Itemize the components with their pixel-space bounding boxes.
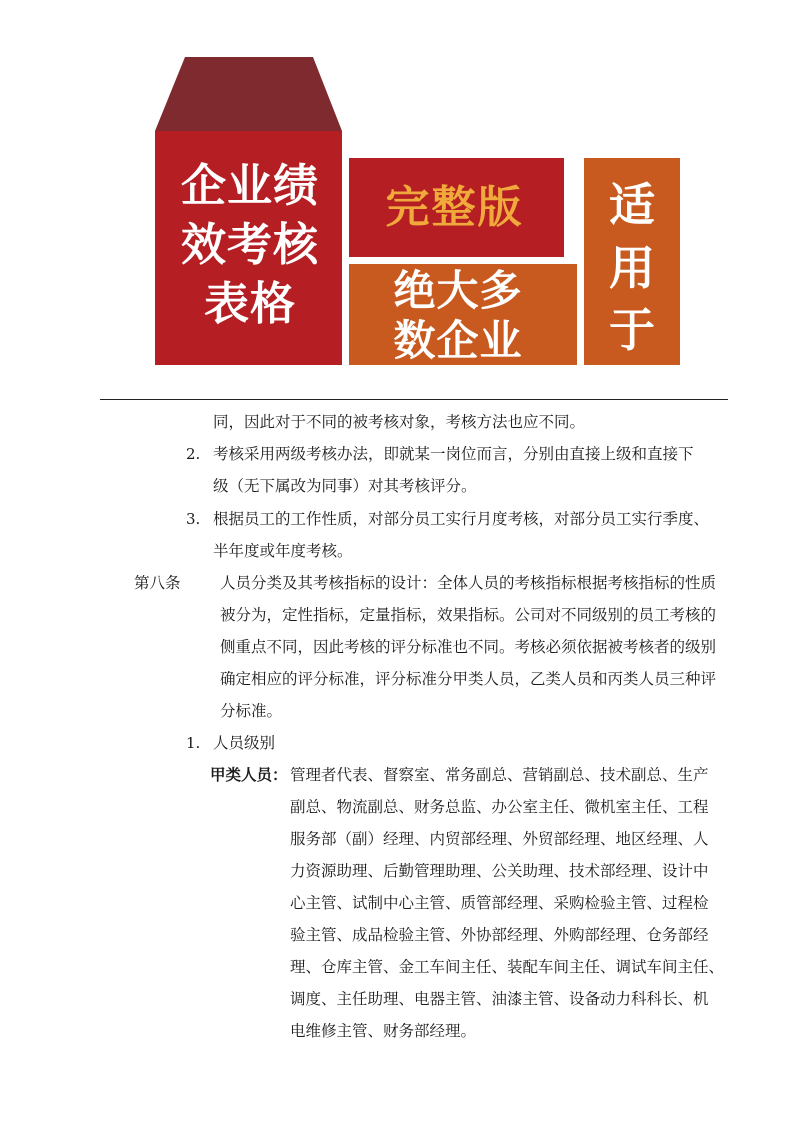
class-a-line-2: 副总、物流副总、财务总监、办公室主任、微机室主任、工程 (290, 798, 709, 816)
class-a-line-9: 电维修主管、财务部经理。 (290, 1022, 477, 1040)
article-eight-label: 第八条 (134, 574, 181, 592)
banner-orange-line-1: 绝大多 (393, 266, 523, 315)
item-3-line-1: 根据员工的工作性质，对部分员工实行月度考核，对部分员工实行季度、 (213, 510, 710, 528)
continuation-line: 同，因此对于不同的被考核对象，考核方法也应不同。 (213, 413, 586, 431)
article-line-1: 人员分类及其考核指标的设计：全体人员的考核指标根据考核指标的性质 (220, 574, 717, 592)
banner-orange-line-2: 数企业 (393, 316, 523, 365)
sub-1-number: 1. (186, 734, 201, 752)
item-2-number: 2. (186, 445, 201, 463)
banner-side-char-3: 于 (609, 303, 655, 357)
class-a-line-8: 调度、主任助理、电器主管、油漆主管、设备动力科科长、机 (290, 990, 709, 1008)
cover-banner (0, 0, 793, 370)
article-line-2: 被分为，定性指标，定量指标，效果指标。公司对不同级别的员工考核的 (220, 606, 717, 624)
article-line-4: 确定相应的评分标准，评分标准分甲类人员，乙类人员和丙类人员三种评 (220, 670, 717, 688)
article-line-5: 分标准。 (220, 702, 283, 720)
sub-1-label: 人员级别 (213, 734, 276, 752)
item-3-line-2: 半年度或年度考核。 (213, 542, 353, 560)
banner-title-line-3: 表格 (203, 277, 296, 330)
banner-side-char-2: 用 (609, 241, 655, 295)
class-a-line-1: 管理者代表、督察室、常务副总、营销副总、技术副总、生产 (290, 766, 709, 784)
banner-version-label: 完整版 (385, 182, 524, 233)
class-a-line-6: 验主管、成品检验主管、外协部经理、外购部经理、仓务部经 (290, 926, 709, 944)
header-divider (100, 399, 728, 400)
banner-side-char-1: 适 (609, 178, 655, 232)
class-a-line-3: 服务部（副）经理、内贸部经理、外贸部经理、地区经理、人 (290, 830, 709, 848)
class-a-label: 甲类人员： (210, 766, 288, 784)
class-a-line-7: 理、仓库主管、金工车间主任、装配车间主任、调试车间主任、 (290, 958, 725, 976)
item-3-number: 3. (186, 510, 201, 528)
banner-title-line-2: 效考核 (180, 218, 319, 271)
class-a-line-4: 力资源助理、后勤管理助理、公关助理、技术部经理、设计中 (290, 862, 709, 880)
item-2-line-2: 级（无下属改为同事）对其考核评分。 (213, 477, 477, 495)
article-line-3: 侧重点不同，因此考核的评分标准也不同。考核必须依据被考核者的级别 (220, 638, 717, 656)
class-a-line-5: 心主管、试制中心主管、质管部经理、采购检验主管、过程检 (290, 894, 709, 912)
banner-dark-red-tab (155, 57, 342, 131)
banner-title-line-1: 企业绩 (180, 159, 319, 212)
item-2-line-1: 考核采用两级考核办法，即就某一岗位而言，分别由直接上级和直接下 (213, 445, 694, 463)
